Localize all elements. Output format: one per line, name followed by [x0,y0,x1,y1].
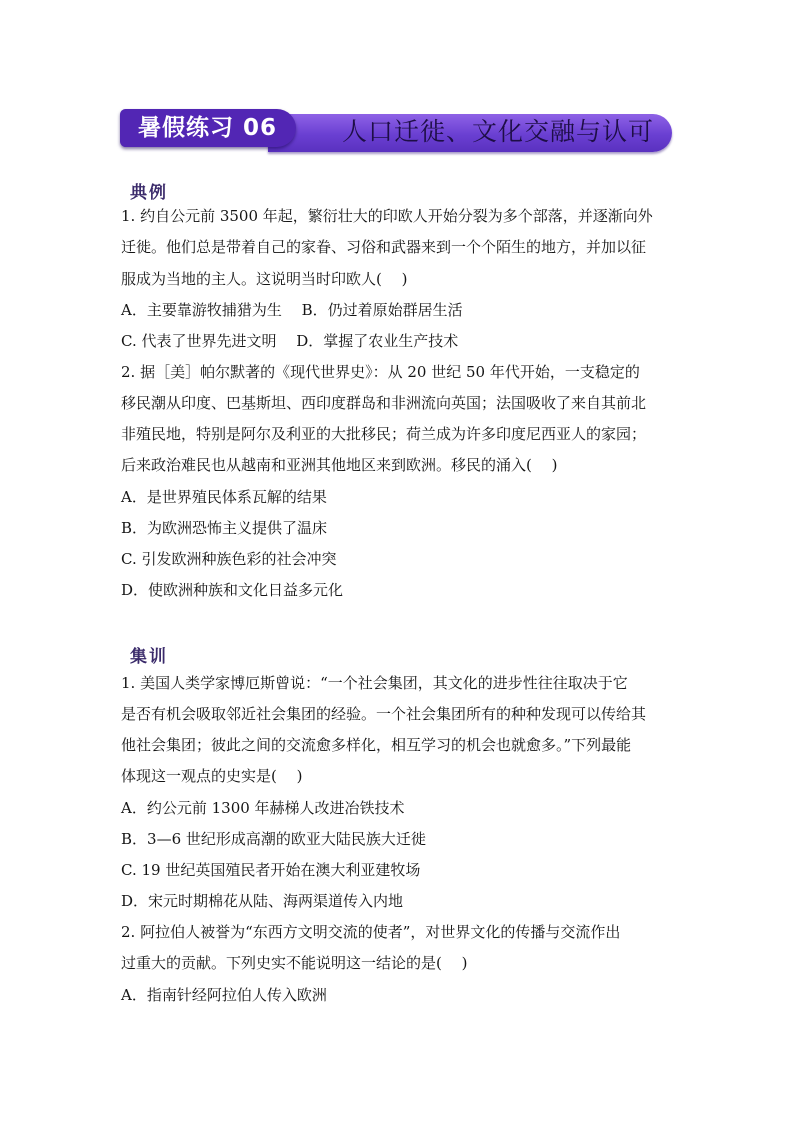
page-title: 人口迁徙、文化交融与认可 [342,117,655,146]
answer-option: A．主要靠游牧捕猎为生 B．仍过着原始群居生活 [121,301,463,319]
answer-option: A．是世界殖民体系瓦解的结果 [121,488,327,506]
answer-option: C. 19 世纪英国殖民者开始在澳大利亚建牧场 [121,861,421,879]
answer-option: C. 代表了世界先进文明 D．掌握了农业生产技术 [121,332,459,350]
section-heading-practice: 集训 [130,647,168,667]
answer-option: D．使欧洲种族和文化日益多元化 [121,581,344,599]
text-line: 服成为当地的主人。这说明当时印欧人( ) [121,270,408,288]
answer-option: C. 引发欧洲种族色彩的社会冲突 [121,550,337,568]
answer-option: B．为欧洲恐怖主义提供了温床 [121,519,328,537]
section-heading-example: 典例 [130,183,168,203]
answer-option: A．约公元前 1300 年赫梯人改进冶铁技术 [121,799,405,817]
answer-option: A．指南针经阿拉伯人传入欧洲 [121,986,327,1004]
text-line: 非殖民地，特别是阿尔及利亚的大批移民；荷兰成为许多印度尼西亚人的家园； [121,425,647,443]
text-line: 是否有机会吸取邻近社会集团的经验。一个社会集团所有的种种发现可以传给其 [121,705,647,723]
text-line: 2. 阿拉伯人被誉为“东西方文明交流的使者”，对世界文化的传播与交流作出 [121,923,621,941]
title-banner [120,109,672,155]
badge-label: 暑假练习 06 [138,115,278,141]
text-line: 体现这一观点的史实是( ) [121,767,303,785]
text-line: 过重大的贡献。下列史实不能说明这一结论的是( ) [121,954,468,972]
text-line: 1. 约自公元前 3500 年起，繁衍壮大的印欧人开始分裂为多个部落，并逐渐向外 [121,207,653,225]
text-line: 1. 美国人类学家博厄斯曾说：“一个社会集团，其文化的进步性往往取决于它 [121,674,628,692]
text-line: 2. 据［美］帕尔默著的《现代世界史》：从 20 世纪 50 年代开始，一支稳定的 [121,363,640,381]
text-line: 后来政治难民也从越南和亚洲其他地区来到欧洲。移民的涌入( ) [121,456,558,474]
text-line: 迁徙。他们总是带着自己的家眷、习俗和武器来到一个个陌生的地方，并加以征 [121,238,647,256]
answer-option: B．3—6 世纪形成高潮的欧亚大陆民族大迁徙 [121,830,426,848]
text-line: 移民潮从印度、巴基斯坦、西印度群岛和非洲流向英国；法国吸收了来自其前北 [121,394,647,412]
answer-option: D．宋元时期棉花从陆、海两渠道传入内地 [121,892,404,910]
text-line: 他社会集团；彼此之间的交流愈多样化，相互学习的机会也就愈多。”下列最能 [121,736,632,754]
